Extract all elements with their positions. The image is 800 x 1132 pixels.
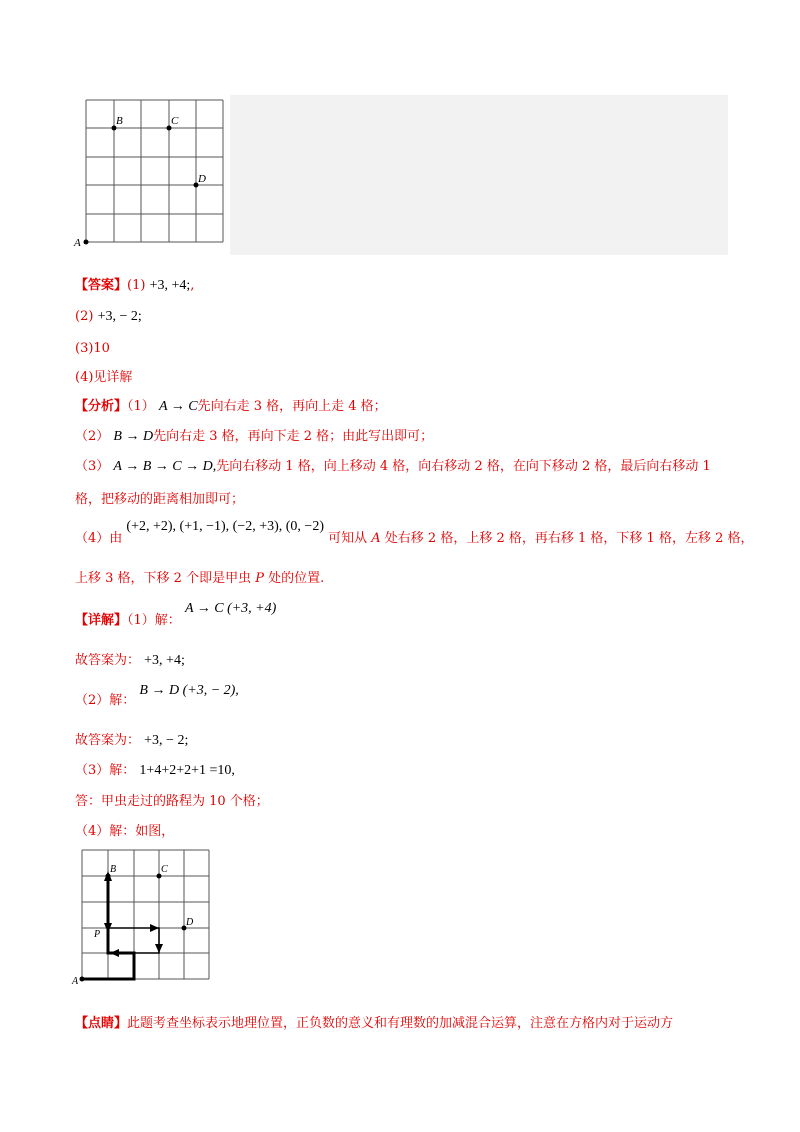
analysis-l1-math: A → C xyxy=(158,399,198,414)
label-b: B xyxy=(116,115,123,127)
analysis-line-2 xyxy=(75,428,433,446)
analysis-line-1 xyxy=(75,398,387,416)
analysis-l3-text: 先向右移动 1 格，向上移动 4 格，向右移动 2 格，在向下移动 2 格，最后向右移动 1 xyxy=(216,459,711,474)
analysis-l1-num: （1） xyxy=(127,399,155,414)
label2-a: A xyxy=(72,976,79,985)
answer-p2: (2) xyxy=(75,309,94,324)
grid-figure-1-svg xyxy=(70,95,230,255)
analysis-l2-num: （2） xyxy=(75,429,110,444)
analysis-l4-math: (+2, +2), (+1, −1), (−2, +3), (0, −2) xyxy=(126,519,324,534)
answer-line-2 xyxy=(75,308,142,326)
comment-label: 【点睛】 xyxy=(75,1016,128,1031)
analysis-l3-math: A → B → C → D, xyxy=(113,459,217,474)
answer-p1: (1) xyxy=(127,278,146,293)
answer-p2-math: +3, − 2; xyxy=(97,309,142,324)
answer-line-4: (4)见详解 xyxy=(75,370,133,385)
gray-background xyxy=(230,95,728,255)
answer-line-3: (3)10 xyxy=(75,341,110,356)
analysis-l4-text-b: 处右移 2 格，上移 2 格，再右移 1 格，下移 1 格，左移 2 格， xyxy=(380,531,754,546)
analysis-l2-text: 先向右走 3 格，再向下走 2 格；由此写出即可； xyxy=(153,429,434,444)
label-c: C xyxy=(171,115,179,127)
analysis-label: 【分析】 xyxy=(75,399,128,414)
detail-label: 【详解】 xyxy=(75,613,128,628)
grid-figure-2 xyxy=(70,845,215,985)
analysis-l4-text-a: 可知从 xyxy=(328,531,372,546)
detail-d1-ans-label: 故答案为： xyxy=(75,653,141,668)
point2-a xyxy=(80,977,85,982)
detail-d1-math: A → C (+3, +4) xyxy=(184,601,277,616)
detail-d3-num: （3）解： xyxy=(75,763,136,778)
analysis-line-3-cont: 格，把移动的距离相加即可； xyxy=(75,492,245,507)
label-a: A xyxy=(74,237,81,249)
answer-p1-math: +3, +4; xyxy=(149,278,191,293)
analysis-l4-a: A xyxy=(371,531,381,546)
label2-b: B xyxy=(110,864,117,875)
detail-line-1 xyxy=(75,601,277,630)
comment-line xyxy=(75,1015,673,1033)
detail-d1-num: （1）解： xyxy=(127,613,181,628)
detail-d3-math: 1+4+2+2+1 =10, xyxy=(139,763,235,778)
analysis-l4-cont-b: 处的位置. xyxy=(263,571,325,586)
detail-line-3-ans: 答：甲虫走过的路程为 10 个格； xyxy=(75,794,269,809)
analysis-line-4-cont xyxy=(75,570,324,588)
answer-label: 【答案】 xyxy=(75,278,128,293)
label2-p: P xyxy=(94,929,101,940)
detail-line-2-ans xyxy=(75,732,188,750)
detail-d2-num: （2）解： xyxy=(75,693,136,708)
analysis-l2-math: B → D xyxy=(113,429,154,444)
detail-line-4: （4）解：如图， xyxy=(75,824,175,839)
grid-lines-2 xyxy=(82,850,209,979)
detail-d2-math: B → D (+3, − 2), xyxy=(139,683,239,698)
detail-line-3 xyxy=(75,762,235,780)
analysis-l4-p: P xyxy=(255,571,264,586)
label-d: D xyxy=(198,173,206,185)
detail-d2-ans: +3, − 2; xyxy=(144,733,189,748)
point-a xyxy=(84,240,89,245)
detail-line-2 xyxy=(75,683,239,710)
analysis-l4-cont-a: 上移 3 格，下移 2 个即是甲虫 xyxy=(75,571,256,586)
answer-line-1 xyxy=(75,277,194,295)
detail-d1-ans: +3, +4; xyxy=(144,653,185,668)
grid-figure-2-svg xyxy=(70,845,215,985)
grid-lines xyxy=(86,100,223,242)
comment-text: 此题考查坐标表示地理位置，正负数的意义和有理数的加减混合运算，注意在方格内对于运动方 xyxy=(127,1016,674,1031)
analysis-l4-num: （4）由 xyxy=(75,531,123,546)
analysis-line-4 xyxy=(75,519,754,548)
grid-figure-1 xyxy=(70,95,230,255)
detail-d2-ans-label: 故答案为： xyxy=(75,733,141,748)
answer-p1-tail: , xyxy=(190,278,195,293)
label2-c: C xyxy=(161,864,168,875)
analysis-l1-text: 先向右走 3 格，再向上走 4 格； xyxy=(197,399,387,414)
label2-d: D xyxy=(186,917,194,928)
analysis-l3-num: （3） xyxy=(75,459,110,474)
detail-line-1-ans xyxy=(75,652,185,670)
analysis-line-3 xyxy=(75,458,711,476)
